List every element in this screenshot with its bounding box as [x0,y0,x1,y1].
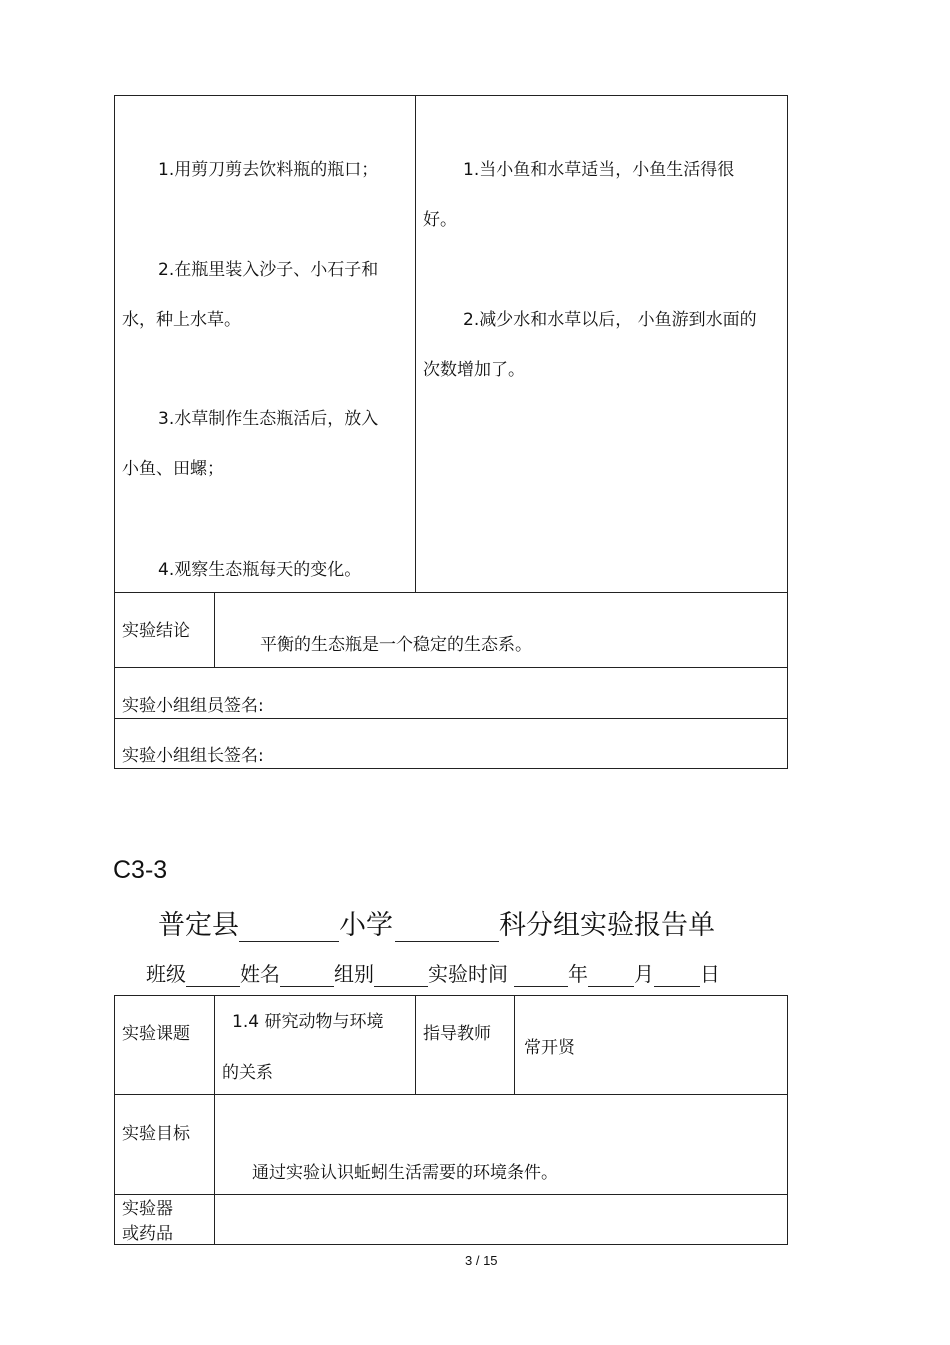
topic-label: 实验课题 [122,1024,190,1044]
info-line [146,958,720,987]
teacher-value: 常开贤 [524,1038,575,1058]
month-label: 月 [634,962,654,986]
step-2-cont: 水，种上水草。 [122,310,241,330]
time-label: 实验时间 [428,962,508,986]
conclusion-value: 平衡的生态瓶是一个稳定的生态系。 [260,635,532,655]
goal-label: 实验目标 [122,1124,190,1144]
title-county: 普定县 [158,910,239,941]
class-label: 班级 [146,962,186,986]
observation-1-cont: 好。 [423,210,457,230]
year-label: 年 [568,962,588,986]
equipment-label-line2: 或药品 [122,1224,173,1244]
report-title [158,903,715,942]
day-label: 日 [700,962,720,986]
observation-2: 2.减少水和水草以后， 小鱼游到水面的 [463,310,757,330]
month-blank[interactable] [588,964,634,987]
observation-2-cont: 次数增加了。 [423,360,525,380]
topic-value-line2: 的关系 [222,1063,273,1083]
leader-signature-label: 实验小组组长签名: [122,746,264,766]
name-blank[interactable] [280,964,334,987]
members-signature-label: 实验小组组员签名: [122,696,264,716]
group-label: 组别 [334,962,374,986]
topic-value-line1: 1.4 研究动物与环境 [232,1012,384,1032]
group-blank[interactable] [374,964,428,987]
step-3: 3.水草制作生态瓶活后，放入 [158,409,379,429]
step-4: 4.观察生态瓶每天的变化。 [158,560,362,580]
section-code: C3-3 [113,856,168,884]
page-number: 3 / 15 [465,1253,498,1268]
title-report: 科分组实验报告单 [499,910,715,941]
title-school: 小学 [339,910,393,941]
step-2: 2.在瓶里装入沙子、小石子和 [158,260,379,280]
name-label: 姓名 [240,962,280,986]
conclusion-label: 实验结论 [122,621,190,641]
school-blank[interactable] [239,919,339,942]
subject-blank[interactable] [395,919,499,942]
day-blank[interactable] [654,964,700,987]
step-3-cont: 小鱼、田螺； [122,459,224,479]
observation-1: 1.当小鱼和水草适当，小鱼生活得很 [463,160,735,180]
teacher-label: 指导教师 [423,1024,491,1044]
equipment-label-line1: 实验器 [122,1199,173,1219]
step-1: 1.用剪刀剪去饮料瓶的瓶口； [158,160,379,180]
class-blank[interactable] [186,964,240,987]
year-blank[interactable] [514,964,568,987]
goal-value: 通过实验认识蚯蚓生活需要的环境条件。 [252,1163,558,1183]
